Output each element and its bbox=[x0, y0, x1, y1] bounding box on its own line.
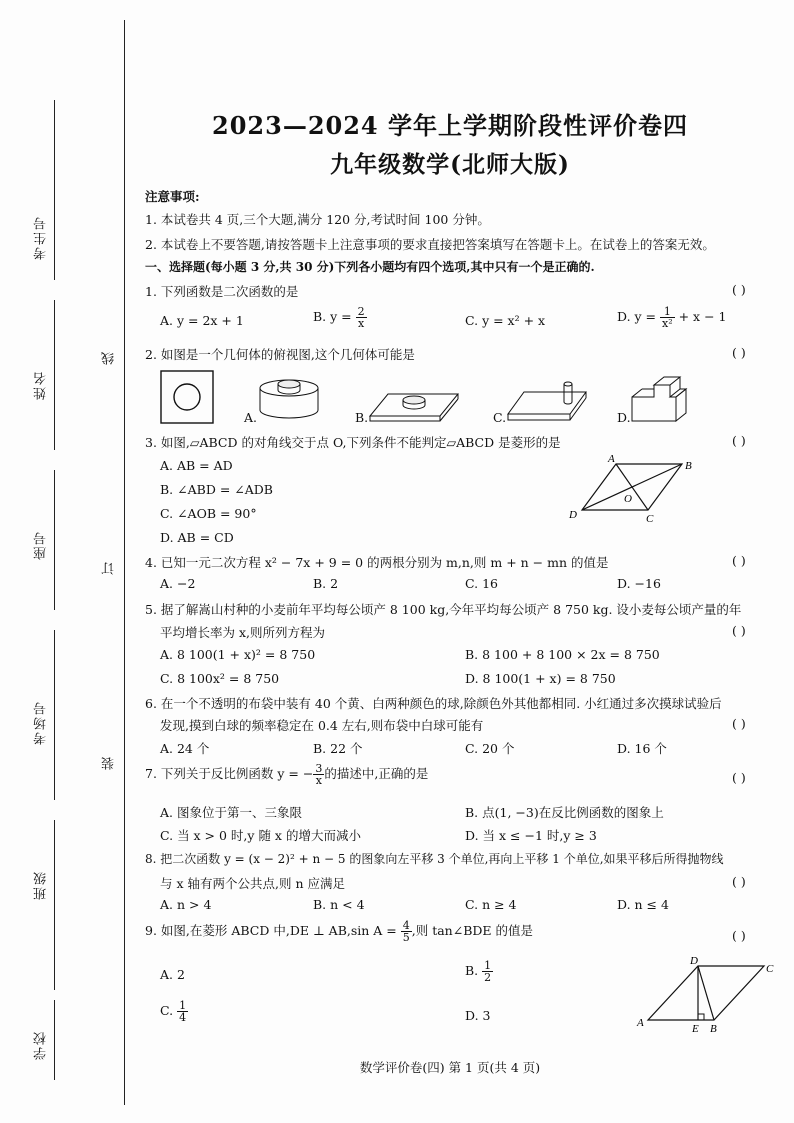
q1-b-fraction: $\frac{2}{x}$ bbox=[357, 305, 365, 330]
q9-label-a: A bbox=[637, 1017, 644, 1029]
q3-parallelogram-figure bbox=[566, 454, 706, 528]
q5-option-b: B. 8 100 + 8 100 × 2x = 8 750 bbox=[465, 647, 660, 662]
q4-option-c: C. 16 bbox=[465, 576, 498, 591]
seat-underline bbox=[54, 470, 55, 610]
q9-option-a: A. 2 bbox=[160, 967, 185, 982]
q2-answer-paren: ( ) bbox=[732, 345, 746, 360]
q1-answer-paren: ( ) bbox=[732, 282, 746, 297]
q3-stem: 3. 如图,▱ABCD 的对角线交于点 O,下列条件不能判定▱ABCD 是菱形的是 bbox=[145, 435, 561, 450]
q9-label-e: E bbox=[692, 1023, 699, 1035]
exam-no-underline bbox=[54, 100, 55, 280]
name-underline bbox=[54, 300, 55, 450]
q6-option-d: D. 16 个 bbox=[617, 741, 667, 756]
q7-option-d: D. 当 x ≤ −1 时,y ≥ 3 bbox=[465, 828, 597, 843]
q4-option-a: A. −2 bbox=[160, 576, 196, 591]
q9-option-c: C. $\frac{1}{4}$ bbox=[160, 999, 187, 1024]
q7-answer-paren: ( ) bbox=[732, 770, 746, 785]
section-heading: 一、选择题(每小题 3 分,共 30 分)下列各小题均有四个选项,其中只有一个是正确的. bbox=[145, 260, 595, 274]
q8-option-a: A. n > 4 bbox=[160, 897, 212, 912]
q3-answer-paren: ( ) bbox=[732, 433, 746, 448]
q3-label-a: A bbox=[608, 453, 615, 465]
q3-option-c: C. ∠AOB = 90° bbox=[160, 506, 257, 521]
notice-heading: 注意事项: bbox=[145, 189, 200, 204]
exam-title: 2023—2024 学年上学期阶段性评价卷四 bbox=[212, 111, 688, 140]
q7-option-a: A. 图象位于第一、三象限 bbox=[160, 805, 302, 820]
q2-option-b-figure bbox=[368, 386, 460, 426]
q1-option-b: B. y = $\frac{2}{x}$ bbox=[313, 305, 365, 330]
q9-b-fraction: $\frac{1}{2}$ bbox=[484, 959, 492, 984]
seat-label: 座号 bbox=[34, 530, 49, 560]
q6-option-c: C. 20 个 bbox=[465, 741, 515, 756]
line-marker: 线 bbox=[102, 350, 117, 365]
q9-rhombus-figure bbox=[634, 954, 780, 1036]
q1-option-a: A. y = 2x + 1 bbox=[160, 313, 244, 328]
q9-option-b: B. $\frac{1}{2}$ bbox=[465, 959, 492, 984]
q8-option-c: C. n ≥ 4 bbox=[465, 897, 517, 912]
q3-option-b: B. ∠ABD = ∠ADB bbox=[160, 482, 273, 497]
q9-label-c: C bbox=[766, 963, 774, 975]
q1-option-d: D. y = $\frac{1}{\text{x²}}$ + x − 1 bbox=[617, 305, 727, 330]
q5-stem-line1: 5. 据了解嵩山村种的小麦前年平均每公顷产 8 100 kg,今年平均每公顷产 8 750 kg. 设小麦每公顷产量的年 bbox=[145, 602, 742, 617]
q3-label-d: D bbox=[569, 509, 577, 521]
q2-option-c: C. bbox=[493, 410, 507, 425]
q9-option-d: D. 3 bbox=[465, 1008, 491, 1023]
q8-stem-line1: 8. 把二次函数 y = (x − 2)² + n − 5 的图象向左平移 3 个单位,再向上平移 1 个单位,如果平移后所得抛物线 bbox=[145, 852, 724, 866]
q3-option-d: D. AB = CD bbox=[160, 530, 234, 545]
q3-label-b: B bbox=[685, 460, 692, 472]
page-footer: 数学评价卷(四) 第 1 页(共 4 页) bbox=[359, 1060, 541, 1075]
q4-stem: 4. 已知一元二次方程 x² − 7x + 9 = 0 的两根分别为 m,n,则 m + n − mn 的值是 bbox=[145, 555, 609, 570]
q9-label-d: D bbox=[690, 955, 698, 967]
q5-option-a: A. 8 100(1 + x)² = 8 750 bbox=[160, 647, 316, 662]
q4-answer-paren: ( ) bbox=[732, 553, 746, 568]
q2-stem: 2. 如图是一个几何体的俯视图,这个几何体可能是 bbox=[145, 347, 415, 362]
q8-answer-paren: ( ) bbox=[732, 874, 746, 889]
q3-label-c: C bbox=[646, 513, 654, 525]
name-label: 姓名 bbox=[34, 370, 49, 400]
q1-d-fraction: $\frac{1}{\text{x²}}$ bbox=[662, 305, 673, 330]
q6-stem-line1: 6. 在一个不透明的布袋中装有 40 个黄、白两种颜色的球,除颜色外其他都相同. 小红通过多次摸球试验后 bbox=[145, 696, 722, 711]
q7-option-c: C. 当 x > 0 时,y 随 x 的增大而减小 bbox=[160, 828, 361, 843]
q9-stem: 9. 如图,在菱形 ABCD 中,DE ⊥ AB,sin A = $\frac{4}{5}$ ,则 tan∠BDE 的值是 bbox=[145, 919, 534, 944]
q6-stem-line2: 发现,摸到白球的频率稳定在 0.4 左右,则布袋中白球可能有 bbox=[160, 718, 484, 733]
q5-option-d: D. 8 100(1 + x) = 8 750 bbox=[465, 671, 616, 686]
q7-fraction: $\frac{3}{x}$ bbox=[315, 762, 323, 787]
room-label: 考场号 bbox=[34, 700, 49, 745]
q5-option-c: C. 8 100x² = 8 750 bbox=[160, 671, 280, 686]
q9-stem-fraction: $\frac{4}{5}$ bbox=[402, 919, 410, 944]
q5-stem-line2: 平均增长率为 x,则所列方程为 bbox=[160, 625, 325, 640]
exam-subtitle: 九年级数学(北师大版) bbox=[330, 151, 570, 178]
q9-answer-paren: ( ) bbox=[732, 928, 746, 943]
q9-label-b: B bbox=[710, 1023, 717, 1035]
q3-label-o: O bbox=[624, 493, 632, 505]
notice-item-2: 2. 本试卷上不要答题,请按答题卡上注意事项的要求直接把答案填写在答题卡上。在试卷上的答案无效。 bbox=[145, 237, 715, 252]
q9-c-fraction: $\frac{1}{4}$ bbox=[179, 999, 187, 1024]
q7-option-b: B. 点(1, −3)在反比例函数的图象上 bbox=[465, 805, 664, 820]
q8-stem-line2: 与 x 轴有两个公共点,则 n 应满足 bbox=[160, 876, 345, 891]
q2-option-c-figure bbox=[506, 378, 590, 426]
q2-option-d: D. bbox=[617, 410, 631, 425]
q7-stem: 7. 下列关于反比例函数 y = − $\frac{3}{x}$ 的描述中,正确的是 bbox=[145, 762, 429, 787]
q4-option-b: B. 2 bbox=[313, 576, 339, 591]
exam-no-label: 考生号 bbox=[34, 215, 49, 260]
q2-option-a: A. bbox=[244, 410, 258, 425]
q6-answer-paren: ( ) bbox=[732, 716, 746, 731]
q8-option-d: D. n ≤ 4 bbox=[617, 897, 669, 912]
school-label: 学校 bbox=[34, 1030, 49, 1060]
q6-option-b: B. 22 个 bbox=[313, 741, 363, 756]
q1-stem: 1. 下列函数是二次函数的是 bbox=[145, 284, 299, 299]
q2-option-d-figure bbox=[630, 375, 692, 427]
q2-top-view-figure bbox=[160, 370, 214, 424]
room-underline bbox=[54, 630, 55, 800]
school-underline bbox=[54, 1000, 55, 1080]
class-label: 班级 bbox=[34, 870, 49, 900]
class-underline bbox=[54, 820, 55, 990]
q6-option-a: A. 24 个 bbox=[160, 741, 210, 756]
q2-option-b: B. bbox=[355, 410, 369, 425]
order-marker: 订 bbox=[102, 560, 117, 575]
bind-marker: 装 bbox=[102, 755, 117, 770]
q3-option-a: A. AB = AD bbox=[160, 458, 233, 473]
q5-answer-paren: ( ) bbox=[732, 623, 746, 638]
notice-item-1: 1. 本试卷共 4 页,三个大题,满分 120 分,考试时间 100 分钟。 bbox=[145, 212, 490, 227]
q4-option-d: D. −16 bbox=[617, 576, 661, 591]
q1-option-c: C. y = x² + x bbox=[465, 313, 546, 328]
q2-option-a-figure bbox=[256, 376, 322, 426]
binding-line bbox=[124, 20, 125, 1105]
q8-option-b: B. n < 4 bbox=[313, 897, 365, 912]
